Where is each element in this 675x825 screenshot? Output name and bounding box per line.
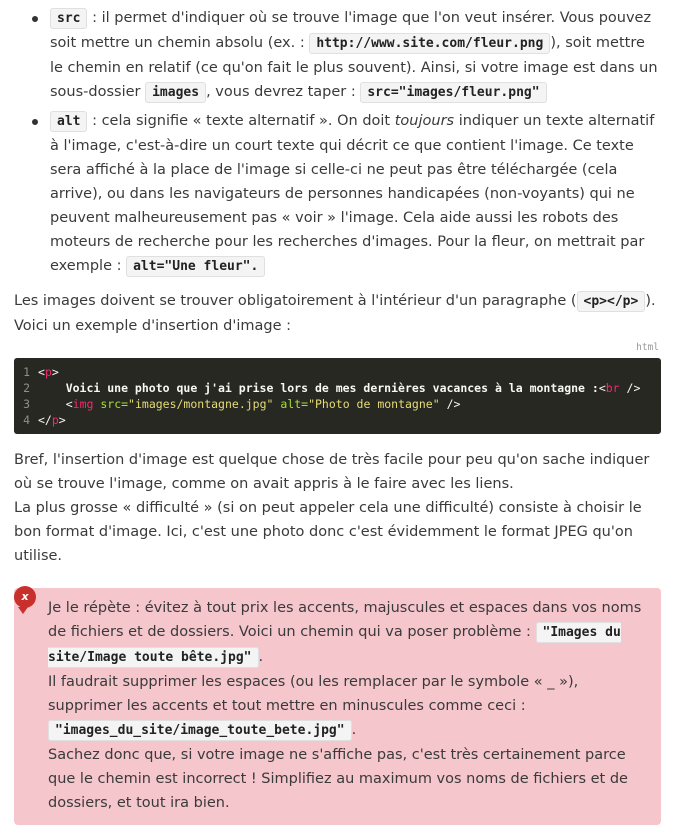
line-number: 2 (23, 381, 30, 395)
text: Bref, l'insertion d'image est quelque chose de très facile pour peu qu'on sache indiquer où se trouve l'image, comme on avait appris à le faire avec les liens. (14, 452, 650, 492)
code-token: /> (619, 381, 641, 395)
text: ). (645, 293, 656, 309)
text: : cela signifie « texte alternatif ». On doit (87, 113, 395, 129)
code-line (14, 412, 661, 428)
list-item-alt (50, 109, 661, 279)
emphasis: toujours (394, 113, 455, 129)
text: . (258, 649, 264, 665)
code-token: "images/montagne.jpg" (128, 397, 274, 411)
error-x-icon: x (14, 586, 36, 608)
text: Sachez donc que, si votre image ne s'affiche pas, c'est très certainement parce que le chemin est incorrect ! Simplifiez au maximum vos noms de fichiers et de dossiers, et tout ira bien. (48, 747, 628, 811)
text: Voici un exemple d'insertion d'image : (14, 318, 291, 334)
code-token: p (44, 365, 52, 379)
code-token: </ (38, 413, 52, 427)
code-language-label: html (636, 342, 659, 353)
code-token: > (51, 365, 59, 379)
warning-box (14, 588, 661, 825)
code-token: < (38, 365, 45, 379)
code-token: img (72, 397, 94, 411)
code-token: br (605, 381, 620, 395)
line-number: 1 (23, 365, 30, 379)
list-item-src (50, 6, 661, 105)
inline-code: "images_du_site/image_toute_bete.jpg" (48, 720, 352, 741)
code-token (38, 396, 66, 412)
text: : il permet d'indiquer où se trouve l'image que l'on veut insérer. Vous pouvez soit mettre un chemin absolu (ex. : (50, 10, 652, 51)
inline-code: alt="Une fleur". (126, 256, 265, 277)
code-block (14, 358, 661, 434)
attribute-list (14, 6, 661, 279)
text: Les images doivent se trouver obligatoirement à l'intérieur d'un paragraphe ( (14, 293, 577, 309)
code-line (14, 364, 661, 380)
code-token: p (51, 413, 59, 427)
text: Je le répète : évitez à tout prix les accents, majuscules et espaces dans vos noms de fichiers et de dossiers. Voici un chemin qui va poser problème : (48, 600, 642, 640)
code-token: "Photo de montagne" (308, 397, 440, 411)
inline-code: src="images/fleur.png" (360, 82, 546, 103)
code-token: < (65, 397, 73, 411)
code-line (14, 380, 661, 396)
inline-code: "Images du site/Image toute bête.jpg" (48, 622, 621, 668)
inline-code: http://www.site.com/fleur.png (309, 33, 550, 54)
text: indiquer un texte alternatif à l'image, c'est-à-dire un court texte qui décrit ce que contient l'image. Ce texte sera affiché à la place de l'image si celle-ci ne peut pas être téléchargée (cela arrive), ou dans les navigateurs de personnes handicapées (non-voyants) qui ne peuvent malheureusement pas « voir » l'image. Cela aide aussi les robots des moteurs de recherche pour les recherches d'images. Pour la fleur, on mettrait par exemple : (50, 113, 655, 274)
code-token: < (598, 381, 606, 395)
paragraph-conclusion (14, 448, 661, 568)
code-token: alt= (273, 397, 309, 411)
text: La plus grosse « difficulté » (si on peut appeler cela une difficulté) consiste à choisir le bon format d'image. Ici, c'est une photo donc c'est évidemment le format JPEG qu'on utilise. (14, 500, 642, 564)
inline-code: <p></p> (577, 291, 646, 312)
code-token: > (58, 413, 66, 427)
inline-code: src (50, 8, 87, 29)
text: Il faudrait supprimer les espaces (ou les remplacer par le symbole « _ »), supprimer les accents et tout mettre en minuscules comme ceci : (48, 674, 579, 714)
text: , vous devrez taper : (206, 84, 361, 100)
inline-code: alt (50, 111, 87, 132)
line-number: 4 (23, 413, 30, 427)
line-number: 3 (23, 397, 30, 411)
code-line (14, 396, 661, 412)
code-token: Voici une photo que j'ai prise lors de mes dernières vacances à la montagne : (38, 381, 599, 395)
code-token: /> (439, 397, 461, 411)
inline-code: images (145, 82, 206, 103)
text: . (351, 722, 357, 738)
paragraph-intro (14, 289, 661, 338)
code-token: src= (93, 397, 129, 411)
text: ), soit mettre le chemin en relatif (ce qu'on fait le plus souvent). Ainsi, si votre image est dans un sous-dossier (50, 35, 658, 100)
